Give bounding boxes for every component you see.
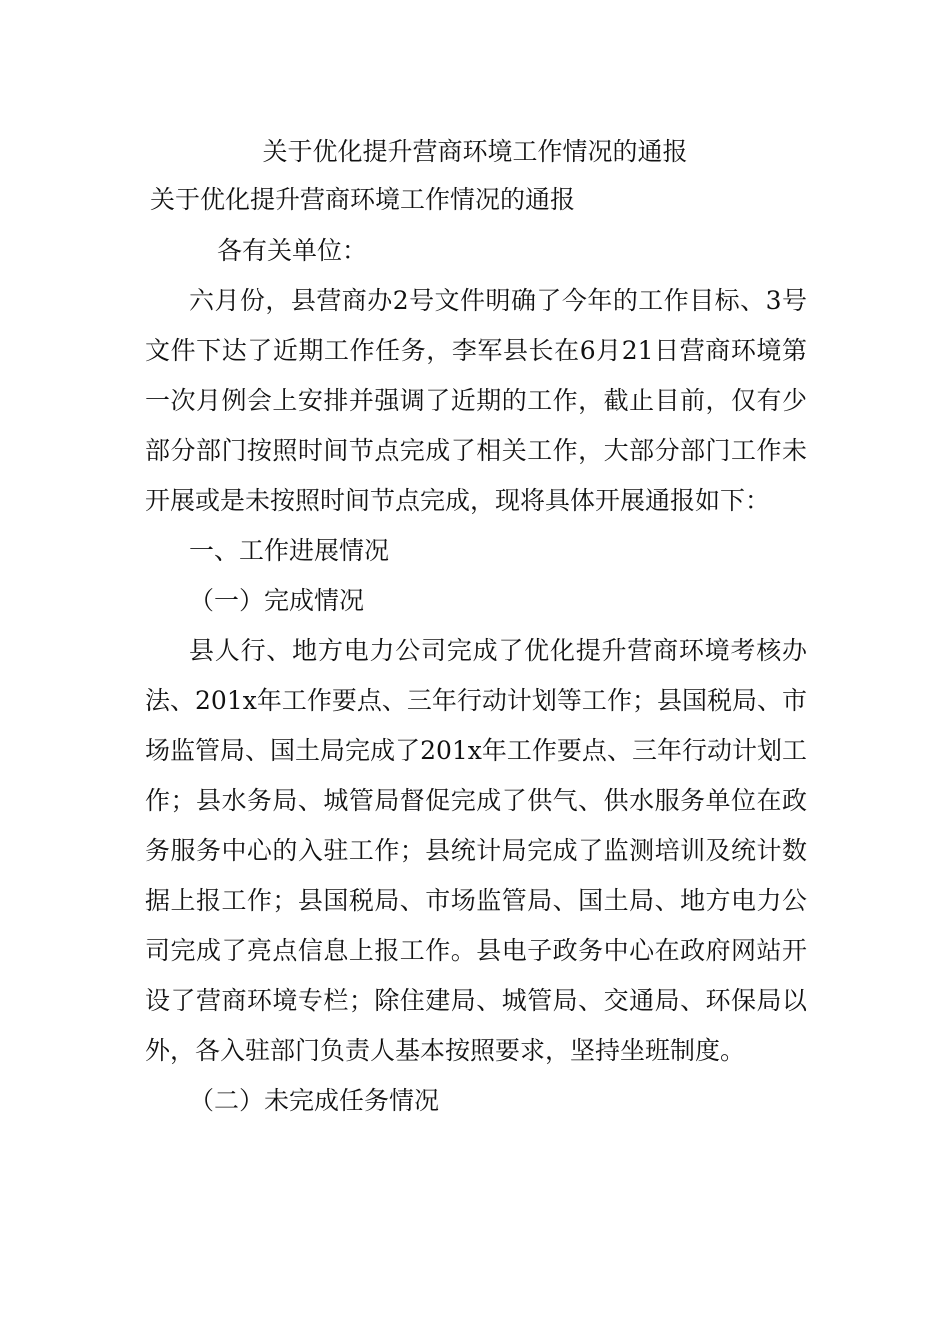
paragraph-intro: 六月份，县营商办2号文件明确了今年的工作目标、3号文件下达了近期工作任务，李军县长在6月21日营商环境第一次月例会上安排并强调了近期的工作，截止目前，仅有少部分部门按照时间节点完成了相关工作，大部分部门工作未开展或是未按照时间节点完成，现将具体开展通报如下： — [145, 286, 807, 515]
document-title: 关于优化提升营商环境工作情况的通报 — [262, 137, 688, 166]
salutation: 各有关单位： — [217, 236, 368, 265]
subsection-heading-completed: （一）完成情况 — [189, 586, 365, 615]
document-subtitle: 关于优化提升营商环境工作情况的通报 — [150, 185, 576, 214]
subsection-heading-incomplete: （二）未完成任务情况 — [189, 1086, 440, 1115]
section-heading-progress: 一、工作进展情况 — [189, 536, 390, 565]
document-body — [145, 226, 807, 1126]
paragraph-completed-details: 县人行、地方电力公司完成了优化提升营商环境考核办法、201x年工作要点、三年行动计划等工作；县国税局、市场监管局、国土局完成了201x年工作要点、三年行动计划工作；县水务局、城管局督促完成了供气、供水服务单位在政务服务中心的入驻工作；县统计局完成了监测培训及统计数据上报工作；县国税局、市场监管局、国土局、地方电力公司完成了亮点信息上报工作。县电子政务中心在政府网站开设了营商环境专栏；除住建局、城管局、交通局、环保局以外，各入驻部门负责人基本按照要求，坚持坐班制度。 — [145, 636, 807, 1065]
